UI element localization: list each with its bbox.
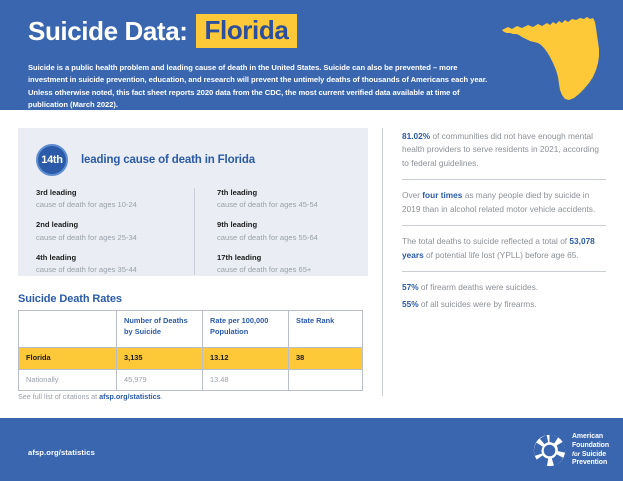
logo-line-suicide: Suicide bbox=[581, 450, 607, 458]
footer-url-link[interactable]: afsp.org/statistics bbox=[28, 448, 95, 457]
cell-deaths: 3,135 bbox=[117, 348, 203, 370]
stat-prefix: The total deaths to suicide reflected a total of bbox=[402, 236, 570, 247]
logo-line-for: for bbox=[572, 450, 580, 458]
table-row bbox=[19, 348, 363, 370]
column-header-deaths bbox=[117, 311, 203, 348]
rank-label: 2nd leading bbox=[36, 220, 79, 230]
row-label: Nationally bbox=[19, 369, 117, 391]
title-main-text: Suicide Data: bbox=[28, 16, 188, 46]
leading-cause-headline: leading cause of death in Florida bbox=[81, 154, 255, 166]
right-column bbox=[402, 130, 606, 314]
list-item bbox=[217, 188, 352, 210]
citation-suffix: . bbox=[160, 392, 163, 401]
column-header-state-rank: State Rank bbox=[289, 311, 363, 348]
column-header-rate-line2: Population bbox=[210, 326, 249, 336]
cell-deaths: 45,979 bbox=[117, 369, 203, 391]
logo-line-prevention: Prevention bbox=[572, 459, 608, 467]
column-header-blank bbox=[19, 311, 117, 348]
age-rank-grid bbox=[36, 188, 352, 275]
rank-badge: 14th bbox=[36, 144, 68, 176]
column-header-deaths-line2: by Suicide bbox=[124, 326, 161, 336]
stat-four-times bbox=[402, 189, 606, 226]
stat-value: 81.02% bbox=[402, 131, 431, 141]
stat-prefix: Over bbox=[402, 190, 423, 201]
intro-paragraph: Suicide is a public health problem and leading cause of death in the United States. Suicide can also be prevented – more investment in suicide prevention, education, and research will prevent the untimely deaths of thousands of Americans each year. Unless otherwise noted, this fact sheet reports 2020 data from the CDC, the most current verified data available at time of publication (March 2022). bbox=[28, 63, 488, 109]
table-row bbox=[19, 369, 363, 391]
stat-suicides-by-firearms bbox=[402, 298, 606, 314]
header-banner bbox=[0, 0, 623, 110]
page-title bbox=[28, 14, 297, 48]
stat-text: of all suicides were by firearms. bbox=[418, 298, 537, 309]
rank-label: 4th leading bbox=[36, 252, 77, 262]
cell-state-rank bbox=[289, 369, 363, 391]
florida-map-icon bbox=[498, 10, 616, 105]
lifebuoy-icon bbox=[533, 434, 566, 467]
afsp-logo-text bbox=[572, 433, 609, 468]
stat-text: of potential life lost (YPLL) before age 65. bbox=[423, 249, 579, 260]
afsp-logo bbox=[533, 433, 609, 468]
citation-note bbox=[18, 392, 163, 401]
rank-detail: cause of death for ages 65+ bbox=[217, 264, 312, 274]
column-header-rate bbox=[203, 311, 289, 348]
rates-table-title: Suicide Death Rates bbox=[18, 293, 122, 305]
rank-detail: cause of death for ages 25-34 bbox=[36, 232, 137, 242]
list-item bbox=[217, 253, 352, 275]
list-item bbox=[36, 220, 194, 242]
rank-detail: cause of death for ages 45-54 bbox=[217, 200, 318, 210]
age-rank-column-right bbox=[194, 188, 352, 275]
rank-label: 3rd leading bbox=[36, 188, 77, 197]
rank-detail: cause of death for ages 10-24 bbox=[36, 200, 137, 210]
rank-label: 7th leading bbox=[217, 188, 258, 197]
stat-value: 55% bbox=[402, 298, 419, 309]
content-area bbox=[0, 110, 623, 410]
rank-label: 17th leading bbox=[217, 252, 262, 262]
cell-rate: 13.48 bbox=[203, 369, 289, 391]
stat-text: of firearm deaths were suicides. bbox=[418, 282, 539, 293]
footer-banner bbox=[0, 418, 623, 481]
table-header-row bbox=[19, 311, 363, 348]
citation-prefix: See full list of citations at bbox=[18, 392, 100, 401]
stat-value: four times bbox=[422, 190, 463, 201]
list-item bbox=[217, 220, 352, 242]
suicide-death-rates-table bbox=[18, 310, 363, 391]
stat-mental-health-providers bbox=[402, 130, 606, 180]
stat-value: 57% bbox=[402, 282, 419, 293]
stat-value: 53,078 years bbox=[402, 236, 595, 260]
stat-years-life-lost bbox=[402, 235, 606, 272]
stat-text: as many people died by suicide in 2019 than in alcohol related motor vehicle accidents. bbox=[402, 190, 596, 214]
cell-rate: 13.12 bbox=[203, 348, 289, 370]
row-label: Florida bbox=[19, 348, 117, 370]
cell-state-rank: 38 bbox=[289, 348, 363, 370]
list-item bbox=[36, 253, 194, 275]
stat-firearm-deaths-suicides bbox=[402, 281, 606, 297]
leading-cause-header bbox=[36, 144, 255, 176]
rank-detail: cause of death for ages 55-64 bbox=[217, 232, 318, 242]
logo-line-american: American bbox=[572, 433, 604, 440]
stat-text: of communities did not have enough mental health providers to serve residents in 2021, according to federal guidelines. bbox=[402, 131, 599, 168]
rank-detail: cause of death for ages 35-44 bbox=[36, 264, 137, 274]
citation-link[interactable]: afsp.org/statistics bbox=[99, 392, 161, 401]
rank-label: 9th leading bbox=[217, 220, 258, 230]
title-state-badge: Florida bbox=[196, 14, 298, 48]
list-item bbox=[36, 188, 194, 210]
column-header-rate-line1: Rate per 100,000 bbox=[210, 316, 269, 325]
logo-line-foundation: Foundation bbox=[572, 441, 610, 449]
column-header-deaths-line1: Number of Deaths bbox=[124, 316, 188, 325]
leading-cause-panel bbox=[18, 128, 368, 276]
age-rank-column-left bbox=[36, 188, 194, 275]
column-divider bbox=[382, 128, 383, 396]
